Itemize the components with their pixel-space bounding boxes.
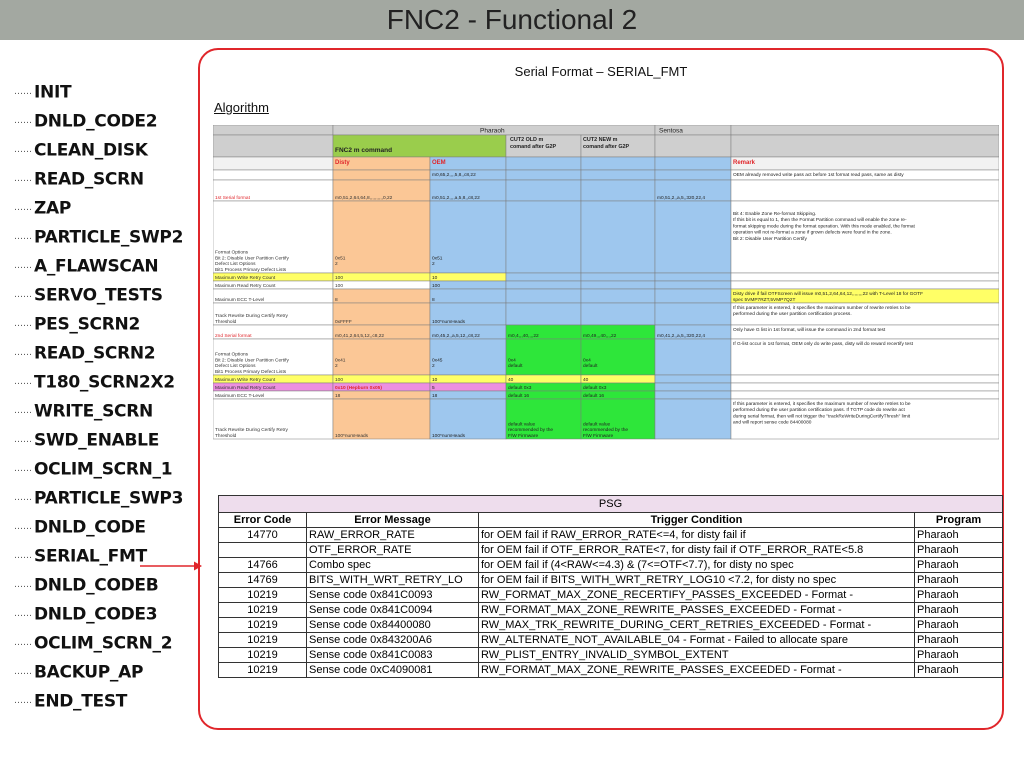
step-label: DNLD_CODE3	[34, 604, 158, 625]
step-particle-swp2	[14, 223, 204, 252]
program-cell: Pharaoh	[915, 558, 1003, 573]
oem-text: 0x45 2	[432, 358, 443, 370]
cut2-new-cell	[581, 180, 655, 201]
program-cell: Pharaoh	[915, 648, 1003, 663]
error-code-cell: 10219	[219, 603, 307, 618]
disty-cell	[333, 281, 430, 289]
step-backup-ap	[14, 658, 204, 687]
sentosa-text: m0,41,2,,a,5,,320,22,4	[657, 334, 706, 339]
oem-cell	[430, 201, 506, 273]
remark-text: Disty drive if fail OTFScreen will issue m0,51,2,64,64,12,,,,,,,,22 with T-Level 18 for GOTF spec 5VMP7RZT,5VMP7Q2T	[733, 292, 923, 304]
step-dnld-code	[14, 513, 204, 542]
step-dnld-codeb	[14, 571, 204, 600]
cut2-old-cell	[506, 273, 581, 281]
remark-cell	[731, 375, 999, 383]
step-dnld-code2	[14, 107, 204, 136]
remark-cell	[731, 281, 999, 289]
row-label-text: 1st Serial format	[215, 196, 250, 201]
table-cell	[655, 157, 731, 170]
remark-cell	[731, 391, 999, 399]
cut2-new-text: default 16	[583, 394, 605, 399]
step-read-scrn	[14, 165, 204, 194]
oem-text: 0x51 2	[432, 256, 443, 268]
psg-title: PSG	[219, 496, 1003, 513]
row-label-text: Track Rewrite During Certify Retry Threshold	[215, 314, 288, 325]
disty-text: 0xFFFF	[335, 320, 352, 325]
step-particle-swp3	[14, 484, 204, 513]
step-clean-disk	[14, 136, 204, 165]
step-dots: ……	[14, 145, 32, 155]
error-message-cell: Sense code 0x841C0094	[307, 603, 479, 618]
cut2-new-text: default value recommended by the F/W Firmware	[583, 422, 629, 439]
step-dots: ……	[14, 580, 32, 590]
trigger-condition-cell: for OEM fail if (4<RAW<=4.3) & (7<=OTF<7.7), for disty no spec	[479, 558, 915, 573]
program-cell: Pharaoh	[915, 588, 1003, 603]
oem-text: 100*numHeads	[432, 434, 466, 439]
table-row	[219, 543, 1003, 558]
cut2-new-cell	[581, 201, 655, 273]
row-label-text: 2nd Serial format	[215, 334, 252, 339]
table-row	[219, 528, 1003, 543]
header-cell	[731, 135, 999, 157]
step-dots: ……	[14, 696, 32, 706]
cut2-old-text: 40	[508, 378, 514, 383]
disty-text: 0x41 2	[335, 358, 346, 370]
trigger-condition-cell: for OEM fail if RAW_ERROR_RATE<=4, for disty fail if	[479, 528, 915, 543]
cut2-new-cell	[581, 273, 655, 281]
step-dots: ……	[14, 319, 32, 329]
trigger-condition-cell: for OEM fail if BITS_WITH_WRT_RETRY_LOG10 <7.2, for disty no spec	[479, 573, 915, 588]
cut2-old-text: default 16	[508, 394, 530, 399]
step-label: ZAP	[34, 198, 72, 219]
error-code-cell: 10219	[219, 618, 307, 633]
psg-header-program: Program	[915, 513, 1003, 528]
step-label: PARTICLE_SWP3	[34, 488, 184, 509]
trigger-condition-cell: for OEM fail if OTF_ERROR_RATE<7, for disty fail if OTF_ERROR_RATE<5.8	[479, 543, 915, 558]
cut2-new-cell	[581, 339, 655, 375]
table-row	[219, 558, 1003, 573]
table-row	[219, 573, 1003, 588]
program-cell: Pharaoh	[915, 633, 1003, 648]
oem-text: 5	[432, 386, 435, 391]
remark-cell	[731, 180, 999, 201]
trigger-condition-cell: RW_FORMAT_MAX_ZONE_REWRITE_PASSES_EXCEEDED - Format -	[479, 603, 915, 618]
error-message-cell: Sense code 0x841C0083	[307, 648, 479, 663]
remark-text: OEM already removed write pass act before 1st format read pass, same as disty	[733, 173, 904, 178]
step-dots: ……	[14, 290, 32, 300]
sentosa-cell	[655, 339, 731, 375]
cut2-old-cell	[506, 180, 581, 201]
header-cut2-old-text: CUT2 OLD m comand after G2P	[510, 137, 557, 150]
disty-text: 100	[335, 284, 344, 289]
oem-text: 8	[432, 298, 435, 303]
cut2-old-cell	[506, 201, 581, 273]
step-dots: ……	[14, 87, 32, 97]
test-step-list	[14, 78, 204, 716]
cut2-new-cell	[581, 375, 655, 383]
sentosa-cell	[655, 399, 731, 439]
step-zap	[14, 194, 204, 223]
cut2-old-cell	[506, 170, 581, 180]
step-label: CLEAN_DISK	[34, 140, 148, 161]
disty-text: 100*numHeads	[335, 434, 369, 439]
step-dots: ……	[14, 464, 32, 474]
disty-cell	[333, 391, 430, 399]
sentosa-cell	[655, 281, 731, 289]
table-row	[219, 588, 1003, 603]
step-end-test	[14, 687, 204, 716]
cut2-new-cell	[581, 289, 655, 303]
remark-text: If this parameter is entered, it specifies the maximum number of rewrite retries to be performed during the user partition certification pass. If TGTP code do rewrite act during serial format, then will not trigger the "trackReWriteDuringCertifyThresh" limit and will report sense code 84400080	[733, 402, 911, 426]
error-message-cell: Sense code 0x843200A6	[307, 633, 479, 648]
step-dots: ……	[14, 174, 32, 184]
step-label: SERIAL_FMT	[34, 546, 147, 567]
header-cell	[213, 135, 333, 157]
step-dots: ……	[14, 116, 32, 126]
table-cell	[581, 157, 655, 170]
error-code-cell: 14766	[219, 558, 307, 573]
step-dots: ……	[14, 667, 32, 677]
row-label-cell	[213, 170, 333, 180]
cut2-new-text: m0,49,,,40,,,,22	[583, 334, 617, 339]
table-row	[219, 618, 1003, 633]
subheader-remark-text: Remark	[733, 160, 756, 166]
step-dots: ……	[14, 348, 32, 358]
algorithm-table	[213, 125, 999, 440]
cut2-old-cell	[506, 289, 581, 303]
sentosa-cell	[655, 273, 731, 281]
program-cell: Pharaoh	[915, 618, 1003, 633]
step-dots: ……	[14, 522, 32, 532]
header-fnc2-text: FNC2 m command	[335, 147, 393, 154]
psg-header-error-code: Error Code	[219, 513, 307, 528]
error-message-cell: Sense code 0xC4090081	[307, 663, 479, 678]
table-cell	[506, 157, 581, 170]
row-label-text: Maximum Write Retry Count	[215, 276, 276, 281]
header-cell	[213, 125, 333, 135]
step-dots: ……	[14, 261, 32, 271]
cut2-new-text: 40	[583, 378, 589, 383]
step-label: READ_SCRN2	[34, 343, 156, 364]
disty-cell	[333, 339, 430, 375]
psg-table	[218, 495, 1003, 678]
disty-text: 0x51 2	[335, 256, 346, 268]
section-subtitle: Serial Format – SERIAL_FMT	[514, 64, 688, 79]
oem-cell	[430, 339, 506, 375]
cut2-new-text: default 0x3	[583, 386, 607, 391]
step-dots: ……	[14, 551, 32, 561]
step-dots: ……	[14, 377, 32, 387]
table-row	[219, 648, 1003, 663]
error-code-cell: 10219	[219, 648, 307, 663]
row-label-text: Maximum Write Retry Count	[215, 378, 276, 383]
oem-cell	[430, 391, 506, 399]
step-label: DNLD_CODEB	[34, 575, 159, 596]
cut2-old-cell	[506, 375, 581, 383]
table-cell	[731, 157, 999, 170]
sentosa-cell	[655, 375, 731, 383]
step-t180-scrn2x2	[14, 368, 204, 397]
disty-cell	[333, 170, 430, 180]
step-label: SWD_ENABLE	[34, 430, 160, 451]
row-label-text: Maximum Read Retry Count	[215, 284, 276, 289]
psg-header-error-message: Error Message	[307, 513, 479, 528]
step-oclim-scrn-1	[14, 455, 204, 484]
step-label: OCLIM_SCRN_1	[34, 459, 173, 480]
disty-cell	[333, 289, 430, 303]
oem-cell	[430, 289, 506, 303]
step-label: OCLIM_SCRN_2	[34, 633, 173, 654]
disty-text: m0,41,2,64,5,12,,c8,22	[335, 334, 385, 339]
remark-cell	[731, 273, 999, 281]
step-dots: ……	[14, 406, 32, 416]
step-dnld-code3	[14, 600, 204, 629]
oem-text: 100	[432, 284, 441, 289]
trigger-condition-cell: RW_FORMAT_MAX_ZONE_REWRITE_PASSES_EXCEEDED - Format -	[479, 663, 915, 678]
sentosa-text: m0,51,2,,a,5,,320,22,4	[657, 196, 706, 201]
error-message-cell: Sense code 0x84400080	[307, 618, 479, 633]
disty-cell	[333, 399, 430, 439]
row-label-text: Maximum ECC T-Level	[215, 298, 265, 303]
error-code-cell: 14770	[219, 528, 307, 543]
group-header-sentosa-text: Sentosa	[659, 127, 683, 135]
remark-text: Only have G list in 1st format, will issue the command in 2nd format test	[733, 328, 886, 333]
remark-text: Bit 4: Enable Zone Re-format Skipping. If this bit is equal to 1, then the Format Partition command will enable the zone re-format skipping mode during the format operation. With this mode enabled, the format operation will not re-format a zone if grown defects were found in the zone. Bit 2: Disable User Partition Certify	[733, 212, 915, 242]
subheader-disty-text: Disty	[335, 160, 350, 166]
oem-text: 10	[432, 378, 438, 383]
trigger-condition-cell: RW_MAX_TRK_REWRITE_DURING_CERT_RETRIES_EXCEEDED - Format -	[479, 618, 915, 633]
error-code-cell: 14769	[219, 573, 307, 588]
cut2-new-cell	[581, 303, 655, 325]
step-dots: ……	[14, 638, 32, 648]
step-label: SERVO_TESTS	[34, 285, 163, 306]
error-code-cell: 10219	[219, 663, 307, 678]
arrow-right-icon	[140, 560, 202, 572]
step-dots: ……	[14, 232, 32, 242]
error-message-cell: OTF_ERROR_RATE	[307, 543, 479, 558]
step-label: PES_SCRN2	[34, 314, 140, 335]
step-a-flawscan	[14, 252, 204, 281]
step-init	[14, 78, 204, 107]
cut2-old-cell	[506, 339, 581, 375]
disty-cell	[333, 201, 430, 273]
step-label: READ_SCRN	[34, 169, 144, 190]
sentosa-cell	[655, 201, 731, 273]
subheader-oem-text: OEM	[432, 160, 446, 166]
cut2-old-text: default value recommended by the F/W Firmware	[508, 422, 554, 439]
step-dots: ……	[14, 435, 32, 445]
trigger-condition-cell: RW_FORMAT_MAX_ZONE_RECERTIFY_PASSES_EXCEEDED - Format -	[479, 588, 915, 603]
error-code-cell: 10219	[219, 633, 307, 648]
disty-text: 18	[335, 394, 341, 399]
disty-text: 100	[335, 276, 344, 281]
oem-text: m0,51,2,,,,a,5,8,,c8,22	[432, 196, 480, 201]
oem-cell	[430, 399, 506, 439]
group-header-pharaoh-text: Pharaoh	[480, 127, 505, 135]
step-swd-enable	[14, 426, 204, 455]
remark-text: If this parameter is entered, it specifies the maximum number of rewrite retries to be performed during the user partition certification process.	[733, 306, 911, 318]
program-cell: Pharaoh	[915, 663, 1003, 678]
program-cell: Pharaoh	[915, 573, 1003, 588]
program-cell: Pharaoh	[915, 603, 1003, 618]
cut2-old-text: m0,4,,,40,,,,22	[508, 334, 539, 339]
row-label-text: Track Rewrite During Certify Retry Threshold	[215, 428, 288, 439]
oem-cell	[430, 383, 506, 391]
step-label: T180_SCRN2X2	[34, 372, 175, 393]
header-cell	[655, 135, 731, 157]
step-dots: ……	[14, 609, 32, 619]
table-row	[219, 663, 1003, 678]
sentosa-cell	[655, 303, 731, 325]
trigger-condition-cell: RW_ALTERNATE_NOT_AVAILABLE_04 - Format - Failed to allocate spare	[479, 633, 915, 648]
step-label: BACKUP_AP	[34, 662, 144, 683]
step-pes-scrn2	[14, 310, 204, 339]
header-cell	[731, 125, 999, 135]
step-label: DNLD_CODE2	[34, 111, 158, 132]
oem-cell	[430, 281, 506, 289]
oem-text: m0,45,2,,a,5,12,,c8,22	[432, 334, 480, 339]
row-label-text: Maximum ECC T-Level	[215, 394, 265, 399]
step-label: END_TEST	[34, 691, 128, 712]
oem-text: 100*numHeads	[432, 320, 466, 325]
step-label: INIT	[34, 82, 72, 103]
step-label: DNLD_CODE	[34, 517, 146, 538]
oem-text: 18	[432, 394, 438, 399]
psg-header-trigger-condition: Trigger Condition	[479, 513, 915, 528]
slide-title: FNC2 - Functional 2	[386, 4, 638, 35]
disty-cell	[333, 273, 430, 281]
error-message-cell: BITS_WITH_WRT_RETRY_LO	[307, 573, 479, 588]
disty-cell	[333, 375, 430, 383]
error-code-cell: 10219	[219, 588, 307, 603]
row-label-text: Format Options Bit 2: Disable User Partition Certify Defect List Options Bit1 Process Primary Defect Lists	[215, 250, 289, 273]
oem-text: 10	[432, 276, 438, 281]
oem-text: m0,65,2,,,,5,8,,c8,22	[432, 173, 476, 178]
cut2-new-cell	[581, 170, 655, 180]
error-message-cell: RAW_ERROR_RATE	[307, 528, 479, 543]
sentosa-cell	[655, 289, 731, 303]
step-read-scrn2	[14, 339, 204, 368]
error-code-cell	[219, 543, 307, 558]
table-row	[219, 603, 1003, 618]
table-row	[219, 633, 1003, 648]
cut2-new-cell	[581, 281, 655, 289]
step-dots: ……	[14, 493, 32, 503]
step-oclim-scrn-2	[14, 629, 204, 658]
error-message-cell: Combo spec	[307, 558, 479, 573]
step-label: PARTICLE_SWP2	[34, 227, 184, 248]
disty-text: m0,51,2,64,64,8,,,,,,,,,,0,22	[335, 196, 393, 201]
oem-cell	[430, 375, 506, 383]
disty-text: 100	[335, 378, 344, 383]
disty-text: 8	[335, 298, 338, 303]
sentosa-cell	[655, 170, 731, 180]
step-label: WRITE_SCRN	[34, 401, 153, 422]
oem-cell	[430, 273, 506, 281]
step-label: A_FLAWSCAN	[34, 256, 159, 277]
step-write-scrn	[14, 397, 204, 426]
step-dots: ……	[14, 203, 32, 213]
remark-cell	[731, 383, 999, 391]
cut2-new-text: 0x4 default	[583, 358, 598, 370]
remark-text: If G-list occur in 1st format, OEM only do write pass, disty will do reward recertify test	[733, 342, 913, 347]
cut2-old-text: default 0x3	[508, 386, 532, 391]
error-message-cell: Sense code 0x841C0093	[307, 588, 479, 603]
cut2-old-cell	[506, 281, 581, 289]
cut2-old-text: 0x4 default	[508, 358, 523, 370]
trigger-condition-cell: RW_PLIST_ENTRY_INVALID_SYMBOL_EXTENT	[479, 648, 915, 663]
program-cell: Pharaoh	[915, 528, 1003, 543]
sentosa-cell	[655, 391, 731, 399]
row-label-text: Maximum Read Retry Count	[215, 386, 276, 391]
step-servo-tests	[14, 281, 204, 310]
row-label-text: Format Options Bit 2: Disable User Partition Certify Defect List Options Bit1 Process Primary Defect Lists	[215, 352, 289, 375]
header-cut2-new-text: CUT2 NEW m comand after G2P	[583, 137, 630, 150]
program-cell: Pharaoh	[915, 543, 1003, 558]
algorithm-label: Algorithm	[214, 100, 269, 115]
sentosa-cell	[655, 383, 731, 391]
table-cell	[213, 157, 333, 170]
cut2-old-cell	[506, 303, 581, 325]
disty-text: 0x10 (Hepburn 0x05)	[335, 386, 382, 391]
